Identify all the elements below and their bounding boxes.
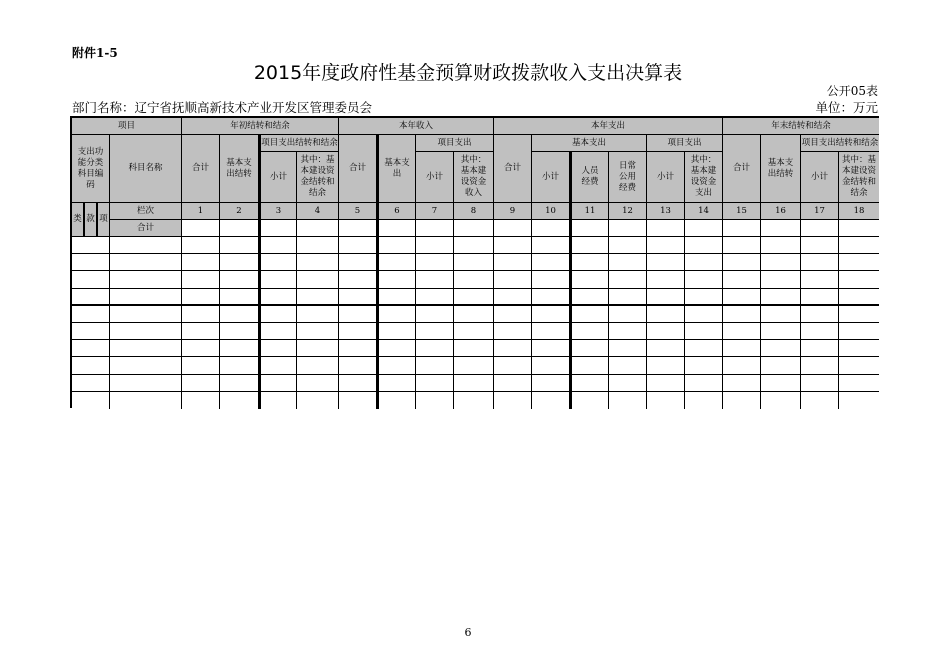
table-cell bbox=[801, 392, 839, 409]
table-cell bbox=[416, 289, 454, 306]
column-number: 17 bbox=[801, 203, 839, 220]
table-cell bbox=[761, 254, 801, 271]
table-cell bbox=[647, 392, 685, 409]
header-subject-name: 科目名称 bbox=[110, 135, 182, 203]
table-cell bbox=[377, 237, 416, 254]
table-cell bbox=[570, 357, 609, 374]
table-cell bbox=[570, 237, 609, 254]
header-income: 本年收入 bbox=[339, 118, 494, 135]
header-begin-basic: 基本支出结转 bbox=[220, 135, 259, 203]
table-cell bbox=[377, 323, 416, 340]
table-cell bbox=[454, 357, 494, 374]
table-cell bbox=[609, 357, 647, 374]
table-cell bbox=[182, 375, 220, 392]
table-cell bbox=[297, 254, 339, 271]
table-cell bbox=[72, 375, 110, 392]
code-xiang: 项 bbox=[98, 203, 110, 237]
table-cell bbox=[839, 323, 879, 340]
header-income-project-capital: 其中：基本建设资金收入 bbox=[454, 152, 494, 203]
table-cell bbox=[110, 375, 182, 392]
table-cell bbox=[532, 271, 570, 288]
table-cell bbox=[416, 237, 454, 254]
table-cell bbox=[723, 323, 761, 340]
table-cell bbox=[182, 254, 220, 271]
column-number: 6 bbox=[377, 203, 416, 220]
table-cell bbox=[72, 271, 110, 288]
column-number: 2 bbox=[220, 203, 259, 220]
table-cell bbox=[416, 323, 454, 340]
table-cell bbox=[297, 357, 339, 374]
table-cell bbox=[377, 271, 416, 288]
department-name: 部门名称：辽宁省抚顺高新技术产业开发区管理委员会 bbox=[72, 100, 373, 115]
table-cell bbox=[72, 306, 110, 323]
table-cell bbox=[259, 306, 297, 323]
unit-label: 单位：万元 bbox=[815, 100, 878, 115]
table-cell bbox=[297, 392, 339, 409]
header-income-project-sub: 小计 bbox=[416, 152, 454, 203]
table-cell bbox=[570, 375, 609, 392]
header-exp-basic-group: 基本支出 bbox=[532, 135, 647, 152]
table-cell bbox=[839, 392, 879, 409]
column-number: 12 bbox=[609, 203, 647, 220]
table-cell bbox=[297, 306, 339, 323]
table-cell bbox=[297, 289, 339, 306]
table-cell bbox=[72, 340, 110, 357]
table-cell bbox=[839, 289, 879, 306]
total-row-cell bbox=[377, 220, 416, 237]
column-number: 8 bbox=[454, 203, 494, 220]
total-row-cell bbox=[801, 220, 839, 237]
table-cell bbox=[723, 237, 761, 254]
table-cell bbox=[609, 237, 647, 254]
table-cell bbox=[761, 357, 801, 374]
total-row-cell bbox=[259, 220, 297, 237]
table-cell bbox=[494, 289, 532, 306]
table-cell bbox=[339, 323, 377, 340]
header-end-project-capital: 其中：基本建设资金结转和结余 bbox=[839, 152, 879, 203]
table-cell bbox=[72, 237, 110, 254]
total-row-label: 合计 bbox=[110, 220, 182, 237]
table-cell bbox=[339, 271, 377, 288]
table-cell bbox=[647, 237, 685, 254]
table-cell bbox=[259, 323, 297, 340]
table-cell bbox=[647, 357, 685, 374]
table-cell bbox=[723, 254, 761, 271]
total-row-cell bbox=[182, 220, 220, 237]
column-number: 14 bbox=[685, 203, 723, 220]
column-number: 18 bbox=[839, 203, 879, 220]
column-number: 7 bbox=[416, 203, 454, 220]
table-cell bbox=[839, 375, 879, 392]
table-cell bbox=[339, 392, 377, 409]
table-cell bbox=[494, 340, 532, 357]
table-cell bbox=[454, 289, 494, 306]
table-cell bbox=[685, 340, 723, 357]
table-cell bbox=[609, 289, 647, 306]
table-cell bbox=[647, 323, 685, 340]
table-cell bbox=[685, 271, 723, 288]
table-cell bbox=[220, 254, 259, 271]
table-cell bbox=[761, 271, 801, 288]
table-cell bbox=[182, 357, 220, 374]
column-number: 15 bbox=[723, 203, 761, 220]
table-cell bbox=[454, 271, 494, 288]
table-cell bbox=[110, 340, 182, 357]
budget-table bbox=[70, 116, 879, 408]
table-cell bbox=[220, 237, 259, 254]
table-cell bbox=[72, 289, 110, 306]
table-cell bbox=[494, 357, 532, 374]
table-cell bbox=[454, 254, 494, 271]
header-exp-project-sub: 小计 bbox=[647, 152, 685, 203]
table-cell bbox=[182, 340, 220, 357]
table-cell bbox=[609, 323, 647, 340]
header-exp-basic-sub: 小计 bbox=[532, 152, 570, 203]
page-title: 2015年度政府性基金预算财政拨款收入支出决算表 bbox=[253, 62, 683, 84]
table-cell bbox=[72, 357, 110, 374]
table-cell bbox=[377, 357, 416, 374]
table-cell bbox=[685, 289, 723, 306]
column-number: 16 bbox=[761, 203, 801, 220]
table-cell bbox=[801, 357, 839, 374]
table-cell bbox=[110, 392, 182, 409]
total-row-cell bbox=[685, 220, 723, 237]
total-row-cell bbox=[609, 220, 647, 237]
table-cell bbox=[761, 392, 801, 409]
header-end-total: 合计 bbox=[723, 135, 761, 203]
table-cell bbox=[220, 340, 259, 357]
table-cell bbox=[723, 289, 761, 306]
header-exp-project-capital: 其中：基本建设资金支出 bbox=[685, 152, 723, 203]
table-cell bbox=[570, 323, 609, 340]
table-cell bbox=[454, 375, 494, 392]
table-cell bbox=[416, 254, 454, 271]
table-cell bbox=[801, 254, 839, 271]
table-cell bbox=[723, 340, 761, 357]
table-cell bbox=[220, 271, 259, 288]
table-cell bbox=[723, 271, 761, 288]
total-row-cell bbox=[454, 220, 494, 237]
table-cell bbox=[685, 357, 723, 374]
column-index-label: 栏次 bbox=[110, 203, 182, 220]
header-income-total: 合计 bbox=[339, 135, 377, 203]
column-number: 3 bbox=[259, 203, 297, 220]
table-cell bbox=[454, 340, 494, 357]
table-cell bbox=[647, 340, 685, 357]
table-cell bbox=[532, 357, 570, 374]
table-cell bbox=[801, 340, 839, 357]
table-cell bbox=[685, 375, 723, 392]
table-cell bbox=[182, 237, 220, 254]
table-cell bbox=[110, 237, 182, 254]
table-cell bbox=[259, 340, 297, 357]
table-cell bbox=[801, 237, 839, 254]
table-cell bbox=[416, 375, 454, 392]
header-expense: 本年支出 bbox=[494, 118, 723, 135]
total-row-cell bbox=[761, 220, 801, 237]
column-number: 1 bbox=[182, 203, 220, 220]
table-cell bbox=[532, 254, 570, 271]
table-cell bbox=[259, 271, 297, 288]
table-cell bbox=[609, 271, 647, 288]
table-cell bbox=[609, 254, 647, 271]
table-cell bbox=[570, 271, 609, 288]
table-cell bbox=[259, 237, 297, 254]
table-cell bbox=[839, 357, 879, 374]
table-cell bbox=[454, 323, 494, 340]
table-cell bbox=[494, 254, 532, 271]
code-lei: 类 bbox=[72, 203, 85, 237]
table-cell bbox=[220, 323, 259, 340]
table-cell bbox=[72, 323, 110, 340]
table-cell bbox=[532, 392, 570, 409]
table-cell bbox=[532, 237, 570, 254]
table-cell bbox=[570, 340, 609, 357]
table-cell bbox=[220, 306, 259, 323]
table-cell bbox=[339, 306, 377, 323]
table-cell bbox=[220, 289, 259, 306]
table-cell bbox=[570, 254, 609, 271]
table-cell bbox=[110, 306, 182, 323]
table-cell bbox=[259, 392, 297, 409]
header-exp-public: 日常公用经费 bbox=[609, 152, 647, 203]
header-exp-personnel: 人员经费 bbox=[570, 152, 609, 203]
header-end-project-group: 项目支出结转和结余 bbox=[801, 135, 879, 152]
table-cell bbox=[801, 306, 839, 323]
table-cell bbox=[454, 237, 494, 254]
total-row-cell bbox=[220, 220, 259, 237]
header-begin-project-group: 项目支出结转和结余 bbox=[259, 135, 339, 152]
table-cell bbox=[609, 375, 647, 392]
table-cell bbox=[297, 271, 339, 288]
total-row-cell bbox=[339, 220, 377, 237]
page-number: 6 bbox=[464, 626, 472, 639]
table-cell bbox=[609, 306, 647, 323]
table-cell bbox=[220, 357, 259, 374]
table-cell bbox=[494, 306, 532, 323]
table-cell bbox=[839, 254, 879, 271]
table-cell bbox=[839, 340, 879, 357]
table-cell bbox=[182, 323, 220, 340]
table-cell bbox=[761, 375, 801, 392]
column-number: 4 bbox=[297, 203, 339, 220]
total-row-cell bbox=[297, 220, 339, 237]
total-row-cell bbox=[839, 220, 879, 237]
header-begin-total: 合计 bbox=[182, 135, 220, 203]
table-cell bbox=[532, 306, 570, 323]
table-cell bbox=[723, 392, 761, 409]
table-cell bbox=[532, 340, 570, 357]
total-row-cell bbox=[570, 220, 609, 237]
table-cell bbox=[494, 392, 532, 409]
table-cell bbox=[532, 375, 570, 392]
table-cell bbox=[839, 237, 879, 254]
total-row-cell bbox=[416, 220, 454, 237]
table-cell bbox=[416, 271, 454, 288]
header-income-basic: 基本支出 bbox=[377, 135, 416, 203]
table-cell bbox=[220, 375, 259, 392]
table-cell bbox=[110, 254, 182, 271]
table-cell bbox=[647, 254, 685, 271]
table-cell bbox=[609, 392, 647, 409]
header-exp-project-group: 项目支出 bbox=[647, 135, 723, 152]
table-cell bbox=[801, 289, 839, 306]
total-row-cell bbox=[723, 220, 761, 237]
table-cell bbox=[761, 289, 801, 306]
table-cell bbox=[110, 323, 182, 340]
table-cell bbox=[570, 392, 609, 409]
code-kuan: 款 bbox=[85, 203, 98, 237]
table-cell bbox=[570, 306, 609, 323]
table-cell bbox=[182, 289, 220, 306]
table-cell bbox=[532, 323, 570, 340]
column-number: 5 bbox=[339, 203, 377, 220]
table-cell bbox=[494, 323, 532, 340]
table-cell bbox=[647, 271, 685, 288]
header-end-balance: 年末结转和结余 bbox=[723, 118, 879, 135]
total-row-cell bbox=[647, 220, 685, 237]
table-cell bbox=[377, 254, 416, 271]
table-cell bbox=[377, 306, 416, 323]
table-cell bbox=[110, 289, 182, 306]
column-number: 13 bbox=[647, 203, 685, 220]
table-cell bbox=[494, 271, 532, 288]
table-cell bbox=[532, 289, 570, 306]
table-cell bbox=[801, 271, 839, 288]
table-cell bbox=[723, 306, 761, 323]
attachment-label: 附件1-5 bbox=[72, 46, 118, 60]
table-cell bbox=[723, 357, 761, 374]
table-cell bbox=[377, 340, 416, 357]
table-cell bbox=[297, 375, 339, 392]
table-cell bbox=[297, 340, 339, 357]
header-end-basic: 基本支出结转 bbox=[761, 135, 801, 203]
table-cell bbox=[647, 289, 685, 306]
table-cell bbox=[339, 254, 377, 271]
table-cell bbox=[609, 340, 647, 357]
table-cell bbox=[416, 357, 454, 374]
table-cell bbox=[494, 237, 532, 254]
table-cell bbox=[839, 271, 879, 288]
table-cell bbox=[416, 340, 454, 357]
table-cell bbox=[647, 375, 685, 392]
table-cell bbox=[110, 357, 182, 374]
table-cell bbox=[377, 289, 416, 306]
table-cell bbox=[259, 254, 297, 271]
table-cell bbox=[339, 357, 377, 374]
total-row-cell bbox=[532, 220, 570, 237]
table-cell bbox=[110, 271, 182, 288]
column-number: 9 bbox=[494, 203, 532, 220]
table-cell bbox=[454, 392, 494, 409]
header-exp-total: 合计 bbox=[494, 135, 532, 203]
table-cell bbox=[259, 357, 297, 374]
table-cell bbox=[685, 392, 723, 409]
table-cell bbox=[220, 392, 259, 409]
header-begin-balance: 年初结转和结余 bbox=[182, 118, 339, 135]
table-cell bbox=[570, 289, 609, 306]
table-cell bbox=[377, 392, 416, 409]
table-cell bbox=[761, 323, 801, 340]
table-cell bbox=[72, 254, 110, 271]
table-cell bbox=[494, 375, 532, 392]
table-cell bbox=[761, 237, 801, 254]
header-begin-project-sub: 小计 bbox=[259, 152, 297, 203]
table-cell bbox=[685, 306, 723, 323]
table-cell bbox=[339, 340, 377, 357]
table-cell bbox=[182, 271, 220, 288]
table-cell bbox=[685, 254, 723, 271]
table-cell bbox=[839, 306, 879, 323]
header-end-project-sub: 小计 bbox=[801, 152, 839, 203]
table-cell bbox=[259, 375, 297, 392]
table-cell bbox=[416, 306, 454, 323]
table-cell bbox=[297, 237, 339, 254]
header-func-code: 支出功能分类科目编码 bbox=[72, 135, 110, 203]
table-cell bbox=[377, 375, 416, 392]
table-cell bbox=[339, 375, 377, 392]
total-row-cell bbox=[494, 220, 532, 237]
table-cell bbox=[761, 340, 801, 357]
table-cell bbox=[723, 375, 761, 392]
table-code: 公开05表 bbox=[826, 84, 878, 98]
table-cell bbox=[259, 289, 297, 306]
table-cell bbox=[801, 375, 839, 392]
table-cell bbox=[685, 237, 723, 254]
table-cell bbox=[72, 392, 110, 409]
header-income-project-group: 项目支出 bbox=[416, 135, 494, 152]
table-cell bbox=[685, 323, 723, 340]
table-cell bbox=[339, 237, 377, 254]
table-cell bbox=[647, 306, 685, 323]
table-cell bbox=[801, 323, 839, 340]
header-begin-project-capital: 其中：基本建设资金结转和结余 bbox=[297, 152, 339, 203]
column-number: 11 bbox=[570, 203, 609, 220]
table-cell bbox=[761, 306, 801, 323]
table-cell bbox=[416, 392, 454, 409]
table-cell bbox=[297, 323, 339, 340]
table-cell bbox=[339, 289, 377, 306]
table-cell bbox=[182, 392, 220, 409]
header-project: 项目 bbox=[72, 118, 182, 135]
column-number: 10 bbox=[532, 203, 570, 220]
table-cell bbox=[454, 306, 494, 323]
table-cell bbox=[182, 306, 220, 323]
